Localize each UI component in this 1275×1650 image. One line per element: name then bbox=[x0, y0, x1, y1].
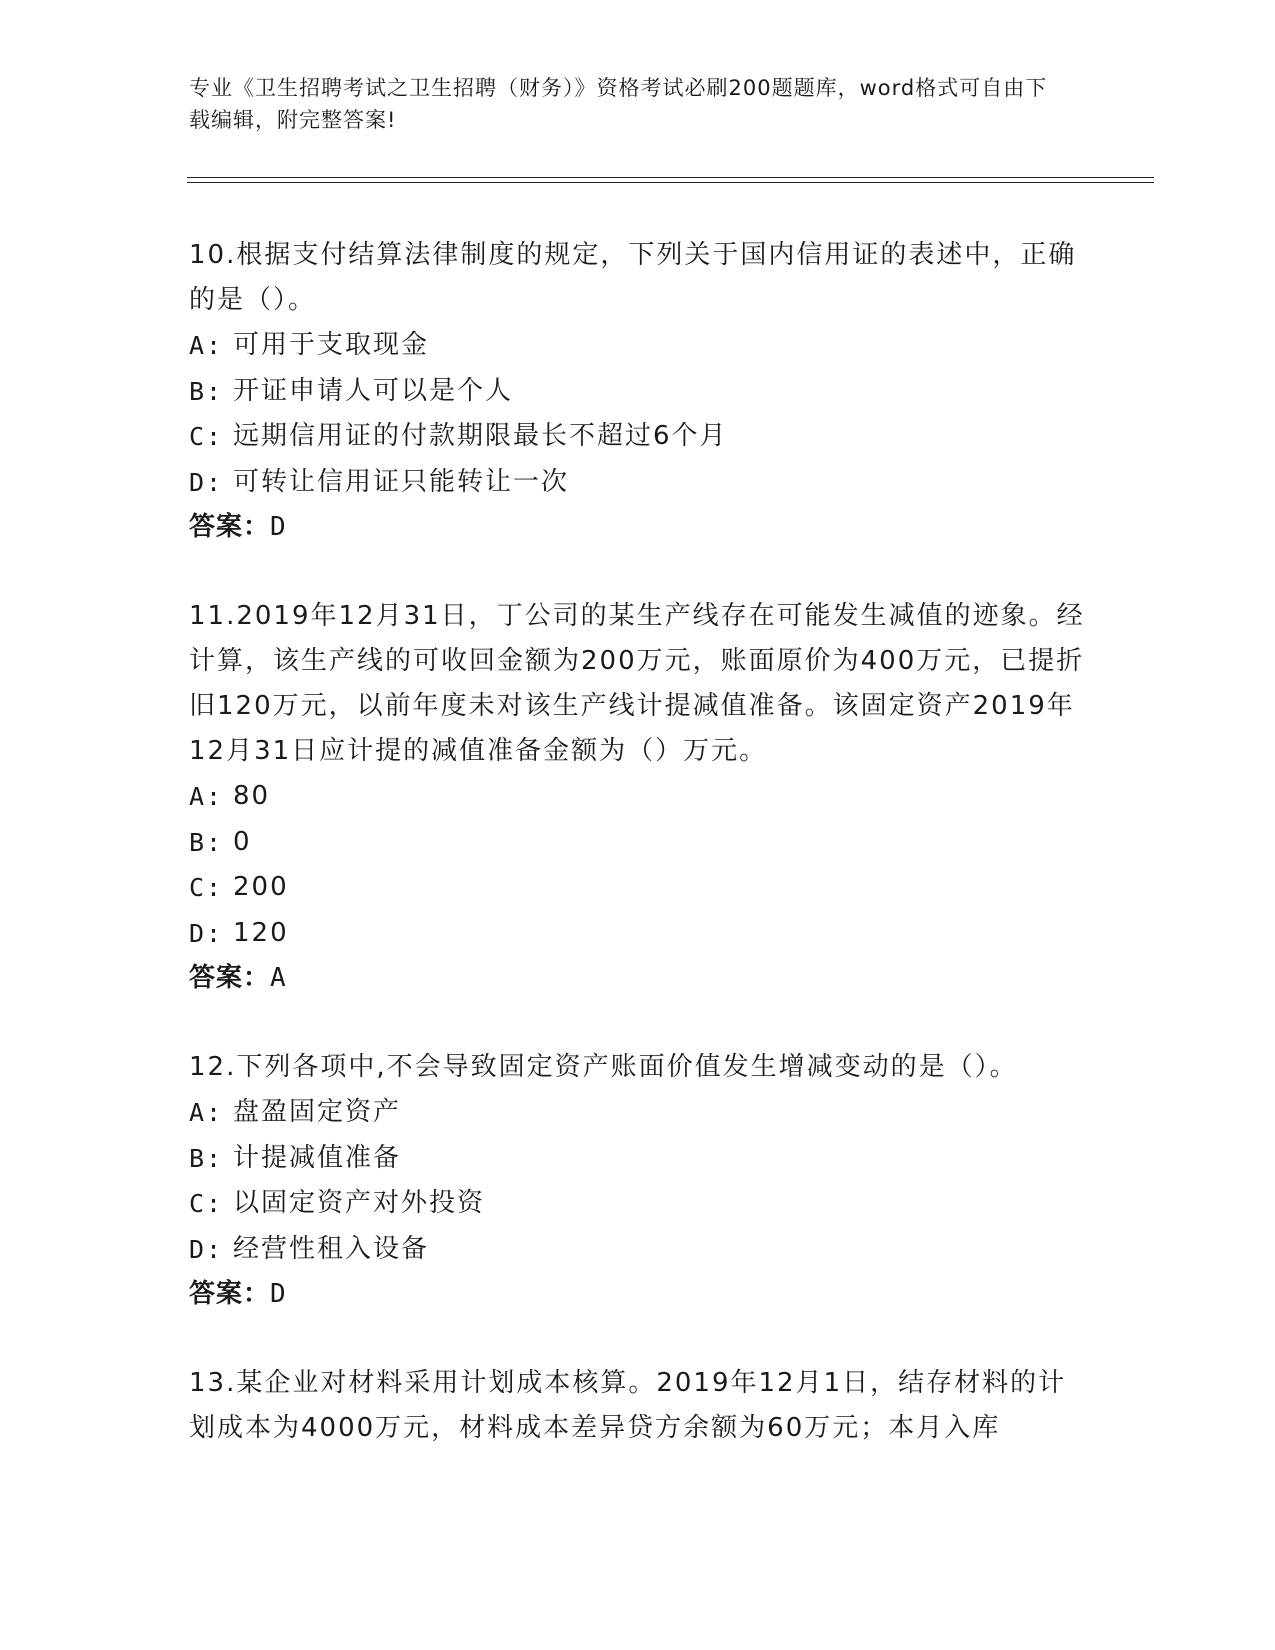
option-text: 开证申请人可以是个人 bbox=[233, 375, 514, 406]
option-key: B: bbox=[189, 376, 224, 406]
option-b bbox=[189, 369, 1089, 415]
option-b bbox=[189, 1136, 1089, 1182]
answer-value: D bbox=[270, 512, 287, 542]
option-text: 经营性租入设备 bbox=[233, 1233, 430, 1264]
question-text: 12.下列各项中,不会导致固定资产账面价值发生增减变动的是（）。 bbox=[189, 1052, 1018, 1082]
option-a bbox=[189, 1090, 1089, 1136]
option-key: C: bbox=[189, 422, 224, 451]
option-d bbox=[189, 911, 1089, 957]
answer-value: D bbox=[270, 1279, 287, 1309]
option-text: 计提减值准备 bbox=[233, 1142, 402, 1173]
answer-label: 答案： bbox=[189, 963, 271, 993]
option-text: 盘盈固定资产 bbox=[233, 1097, 402, 1127]
option-a bbox=[189, 323, 1089, 369]
option-c bbox=[189, 1181, 1089, 1227]
answer-line bbox=[189, 956, 1089, 1001]
option-c bbox=[189, 865, 1089, 911]
option-b bbox=[189, 820, 1089, 866]
option-text: 120 bbox=[233, 917, 289, 948]
option-key: A: bbox=[189, 1098, 224, 1127]
answer-value: A bbox=[270, 963, 287, 993]
document-header: 专业《卫生招聘考试之卫生招聘（财务）》资格考试必刷200题题库，word格式可自由下载编辑，附完整答案! bbox=[189, 76, 1048, 132]
option-text: 200 bbox=[233, 872, 289, 902]
option-key: C: bbox=[189, 873, 224, 902]
option-text: 可转让信用证只能转让一次 bbox=[233, 466, 570, 497]
question-list bbox=[189, 233, 1089, 1495]
option-text: 80 bbox=[233, 781, 271, 811]
answer-line bbox=[189, 505, 1089, 550]
question-text: 10.根据支付结算法律制度的规定，下列关于国内信用证的表述中，正确的是（）。 bbox=[189, 240, 1077, 315]
question-text: 13.某企业对材料采用计划成本核算。2019年12月1日，结存材料的计划成本为4000万元，材料成本差异贷方余额为60万元；本月入库 bbox=[189, 1368, 1067, 1443]
option-key: B: bbox=[189, 827, 224, 857]
question-10 bbox=[189, 233, 1089, 550]
option-text: 0 bbox=[233, 826, 252, 857]
option-key: A: bbox=[189, 331, 224, 360]
header-divider-bottom bbox=[187, 182, 1154, 183]
option-text: 可用于支取现金 bbox=[233, 330, 430, 360]
question-12 bbox=[189, 1045, 1089, 1317]
option-d bbox=[189, 1227, 1089, 1273]
question-11 bbox=[189, 594, 1089, 1001]
option-d bbox=[189, 460, 1089, 506]
option-key: D: bbox=[189, 467, 224, 497]
option-a bbox=[189, 774, 1089, 820]
header-divider-top bbox=[187, 177, 1154, 178]
option-key: C: bbox=[189, 1189, 224, 1218]
option-key: A: bbox=[189, 782, 224, 811]
question-13 bbox=[189, 1361, 1089, 1451]
option-key: D: bbox=[189, 918, 224, 948]
option-c bbox=[189, 414, 1089, 460]
answer-line bbox=[189, 1272, 1089, 1317]
option-text: 以固定资产对外投资 bbox=[233, 1188, 486, 1218]
answer-label: 答案： bbox=[189, 512, 271, 542]
option-key: D: bbox=[189, 1234, 224, 1264]
question-text: 11.2019年12月31日，丁公司的某生产线存在可能发生减值的迹象。经计算，该生产线的可收回金额为200万元，账面原价为400万元，已提折旧120万元，以前年度未对该生产线计提减值准备。该固定资产2019年12月31日应计提的减值准备金额为（）万元。 bbox=[189, 601, 1085, 766]
option-key: B: bbox=[189, 1143, 224, 1173]
answer-label: 答案： bbox=[189, 1279, 271, 1309]
option-text: 远期信用证的付款期限最长不超过6个月 bbox=[233, 421, 728, 451]
